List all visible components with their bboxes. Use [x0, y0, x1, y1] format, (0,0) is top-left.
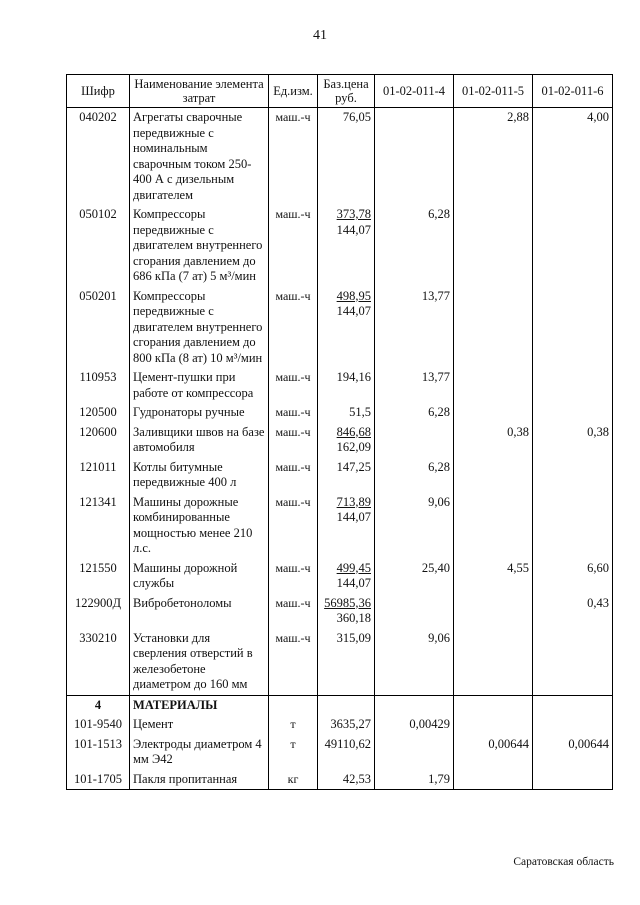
wage-price: 144,07: [336, 510, 371, 524]
row-code: 050201: [67, 287, 130, 369]
page-number: 41: [313, 28, 327, 43]
row-name: Машины дорожной службы: [130, 559, 269, 594]
row-value-4: 6,28: [375, 458, 454, 493]
estimate-table: [66, 74, 613, 790]
wage-price: 162,09: [336, 440, 371, 454]
row-price: [318, 770, 375, 790]
row-name: Компрессоры передвижные с двигателем внутреннего сгорания давлением до 686 кПа (7 ат) 5 м³/мин: [130, 205, 269, 287]
row-price: [318, 493, 375, 559]
row-value-4: 0,00429: [375, 715, 454, 735]
row-price: [318, 368, 375, 403]
row-value-6: [533, 629, 613, 696]
row-value-5: 2,88: [454, 108, 533, 206]
header-col-5: 01-02-011-5: [454, 75, 533, 108]
row-value-4: [375, 735, 454, 770]
table-row: [67, 493, 613, 559]
wage-price: 144,07: [336, 222, 371, 237]
row-value-5: [454, 493, 533, 559]
row-value-6: 0,38: [533, 423, 613, 458]
table-row: [67, 458, 613, 493]
wage-price: 144,07: [336, 576, 371, 590]
header-name: Наименование элемента затрат: [130, 75, 269, 108]
row-price: [318, 715, 375, 735]
row-value-4: 6,28: [375, 205, 454, 287]
base-price: 499,45: [336, 560, 371, 575]
row-name: Цемент: [130, 715, 269, 735]
table-row: [67, 735, 613, 770]
row-value-6: [533, 770, 613, 790]
row-unit: кг: [269, 770, 318, 790]
row-price: [318, 287, 375, 369]
row-name: Электроды диаметром 4 мм Э42: [130, 735, 269, 770]
row-unit: маш.-ч: [269, 493, 318, 559]
row-code: 122900Д: [67, 594, 130, 629]
row-value-5: [454, 368, 533, 403]
row-value-4: [375, 423, 454, 458]
row-code: 110953: [67, 368, 130, 403]
base-price: 373,78: [336, 207, 371, 221]
row-code: 040202: [67, 108, 130, 206]
row-name: Машины дорожные комбинированные мощностью менее 210 л.с.: [130, 493, 269, 559]
row-unit: т: [269, 715, 318, 735]
base-price: 498,95: [336, 288, 371, 303]
section-title: МАТЕРИАЛЫ: [130, 695, 269, 715]
header-price: Баз.цена руб.: [318, 75, 375, 108]
row-value-5: 0,00644: [454, 735, 533, 770]
table-row: [67, 368, 613, 403]
row-price: [318, 403, 375, 423]
row-name: Пакля пропитанная: [130, 770, 269, 790]
row-value-6: 0,43: [533, 594, 613, 629]
empty-cell: [454, 695, 533, 715]
row-unit: маш.-ч: [269, 629, 318, 696]
base-price: 713,89: [336, 494, 371, 509]
row-name: Компрессоры передвижные с двигателем внутреннего сгорания давлением до 800 кПа (8 ат) 10 м³/мин: [130, 287, 269, 369]
row-value-5: [454, 770, 533, 790]
row-value-4: 9,06: [375, 629, 454, 696]
row-value-6: 6,60: [533, 559, 613, 594]
table-row: [67, 770, 613, 790]
section-number: 4: [67, 695, 130, 715]
row-price: [318, 423, 375, 458]
row-unit: маш.-ч: [269, 559, 318, 594]
row-value-6: [533, 493, 613, 559]
base-price: 3635,27: [330, 717, 371, 731]
row-value-6: [533, 287, 613, 369]
row-value-6: [533, 458, 613, 493]
row-price: [318, 735, 375, 770]
row-value-4: 9,06: [375, 493, 454, 559]
row-price: [318, 629, 375, 696]
table-row: [67, 108, 613, 206]
row-value-4: 6,28: [375, 403, 454, 423]
base-price: 194,16: [336, 370, 371, 384]
base-price: 56985,36: [324, 595, 371, 610]
row-price: [318, 594, 375, 629]
row-name: Установки для сверления отверстий в железобетоне диаметром до 160 мм: [130, 629, 269, 696]
base-price: 315,09: [336, 630, 371, 645]
table-row: [67, 423, 613, 458]
row-price: [318, 559, 375, 594]
row-unit: маш.-ч: [269, 423, 318, 458]
row-unit: маш.-ч: [269, 205, 318, 287]
row-unit: маш.-ч: [269, 108, 318, 206]
row-name: Котлы битумные передвижные 400 л: [130, 458, 269, 493]
row-price: [318, 108, 375, 206]
row-unit: маш.-ч: [269, 287, 318, 369]
table-header-row: [67, 75, 613, 108]
row-unit: т: [269, 735, 318, 770]
row-value-6: [533, 368, 613, 403]
row-name: Вибробетоноломы: [130, 594, 269, 629]
row-code: 121341: [67, 493, 130, 559]
row-code: 101-9540: [67, 715, 130, 735]
row-price: [318, 458, 375, 493]
row-name: Агрегаты сварочные передвижные с номинальным сварочным током 250-400 А с дизельным двигателем: [130, 108, 269, 206]
row-value-4: 13,77: [375, 287, 454, 369]
row-code: 120500: [67, 403, 130, 423]
table-row: [67, 205, 613, 287]
table-row: [67, 287, 613, 369]
row-value-6: [533, 715, 613, 735]
row-value-4: 13,77: [375, 368, 454, 403]
row-value-5: [454, 629, 533, 696]
header-col-4: 01-02-011-4: [375, 75, 454, 108]
row-value-6: [533, 205, 613, 287]
row-value-5: [454, 205, 533, 287]
row-value-5: 4,55: [454, 559, 533, 594]
row-value-5: [454, 403, 533, 423]
row-unit: маш.-ч: [269, 458, 318, 493]
row-name: Гудронаторы ручные: [130, 403, 269, 423]
row-value-4: [375, 594, 454, 629]
table-row: [67, 629, 613, 696]
row-code: 121011: [67, 458, 130, 493]
empty-cell: [269, 695, 318, 715]
row-code: 330210: [67, 629, 130, 696]
row-value-6: [533, 403, 613, 423]
row-value-4: 1,79: [375, 770, 454, 790]
row-value-5: 0,38: [454, 423, 533, 458]
row-name: Цемент-пушки при работе от компрессора: [130, 368, 269, 403]
row-price: [318, 205, 375, 287]
header-unit: Ед.изм.: [269, 75, 318, 108]
row-value-5: [454, 594, 533, 629]
base-price: 147,25: [336, 459, 371, 474]
region-footer: Саратовская область: [513, 856, 614, 868]
base-price: 49110,62: [324, 736, 371, 751]
empty-cell: [375, 695, 454, 715]
row-code: 120600: [67, 423, 130, 458]
base-price: 846,68: [336, 424, 371, 439]
row-value-5: [454, 458, 533, 493]
table-row: [67, 403, 613, 423]
row-value-6: 4,00: [533, 108, 613, 206]
row-code: 101-1705: [67, 770, 130, 790]
table-row: [67, 594, 613, 629]
row-code: 121550: [67, 559, 130, 594]
row-value-5: [454, 287, 533, 369]
empty-cell: [318, 695, 375, 715]
row-unit: маш.-ч: [269, 403, 318, 423]
row-unit: маш.-ч: [269, 368, 318, 403]
section-row: [67, 695, 613, 715]
wage-price: 360,18: [336, 611, 371, 625]
base-price: 76,05: [342, 110, 371, 124]
row-code: 101-1513: [67, 735, 130, 770]
header-code: Шифр: [67, 75, 130, 108]
row-value-4: 25,40: [375, 559, 454, 594]
row-name: Заливщики швов на базе автомобиля: [130, 423, 269, 458]
row-value-5: [454, 715, 533, 735]
base-price: 42,53: [342, 771, 371, 786]
row-value-6: 0,00644: [533, 735, 613, 770]
wage-price: 144,07: [336, 304, 371, 318]
header-col-6: 01-02-011-6: [533, 75, 613, 108]
empty-cell: [533, 695, 613, 715]
table-row: [67, 559, 613, 594]
table-row: [67, 715, 613, 735]
row-code: 050102: [67, 205, 130, 287]
row-value-4: [375, 108, 454, 206]
row-unit: маш.-ч: [269, 594, 318, 629]
base-price: 51,5: [349, 405, 371, 419]
